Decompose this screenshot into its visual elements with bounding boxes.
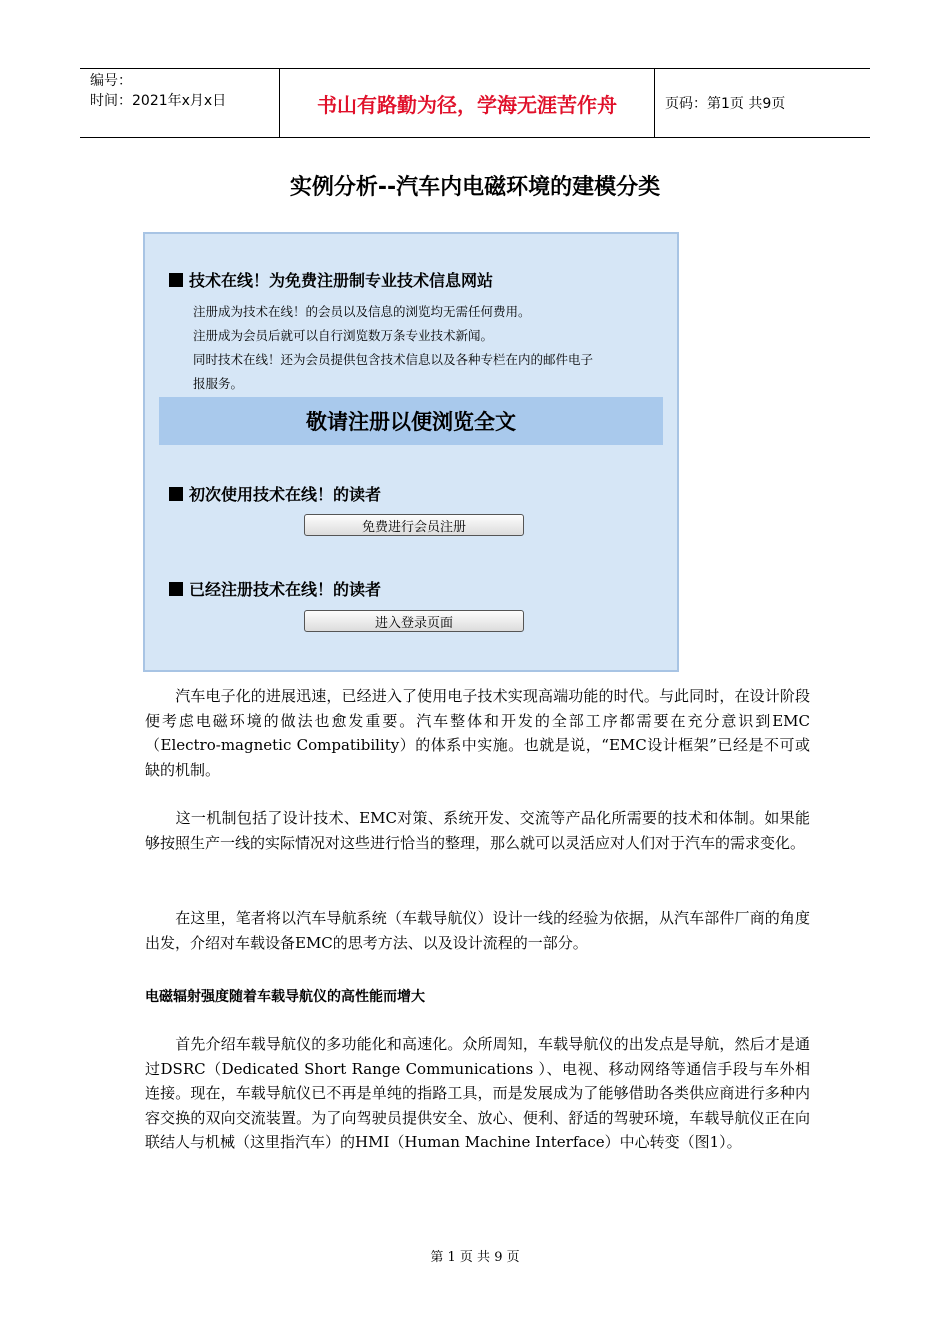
promo-heading-1 <box>169 268 493 291</box>
bullet-square-icon <box>169 487 183 501</box>
promo-line-4: 报服务。 <box>193 376 244 391</box>
page-footer: 第 1 页 共 9 页 <box>430 1250 520 1265</box>
promo-line-1: 注册成为技术在线！的会员以及信息的浏览均无需任何费用。 <box>193 304 531 319</box>
section-subheading: 电磁辐射强度随着车载导航仪的高性能而增大 <box>145 989 425 1005</box>
registration-promo <box>143 232 679 672</box>
header-page-info: 页码：第1页 共9页 <box>665 96 786 112</box>
promo-heading-3-text: 已经注册技术在线！的读者 <box>189 580 382 599</box>
document-title: 实例分析--汽车内电磁环境的建模分类 <box>289 175 661 200</box>
bullet-square-icon <box>169 273 183 287</box>
header-table <box>80 68 870 138</box>
promo-heading-2-text: 初次使用技术在线！的读者 <box>189 485 382 504</box>
paragraph-1: 汽车电子化的进展迅速，已经进入了使用电子技术实现高端功能的时代。与此同时，在设计阶段便考虑电磁环境的做法也愈发重要。汽车整体和开发的全部工序都需要在充分意识到EMC（Electro-magnetic Compatibility）的体系中实施。也就是说，“EMC设计框架”已经是不可或缺的机制。 <box>145 687 810 779</box>
number-label: 编号： <box>90 73 132 89</box>
bullet-square-icon <box>169 582 183 596</box>
paragraph-3: 在这里，笔者将以汽车导航系统（车载导航仪）设计一线的经验为依据，从汽车部件厂商的角度出发，介绍对车载设备EMC的思考方法、以及设计流程的一部分。 <box>145 909 810 952</box>
paragraph-2: 这一机制包括了设计技术、EMC对策、系统开发、交流等产品化所需要的技术和体制。如果能够按照生产一线的实际情况对这些进行恰当的整理，那么就可以灵活应对人们对于汽车的需求变化。 <box>145 809 810 852</box>
promo-line-3: 同时技术在线！还为会员提供包含技术信息以及各种专栏在内的邮件电子 <box>193 352 594 367</box>
promo-heading-3 <box>169 577 381 600</box>
paragraph-4: 首先介绍车载导航仪的多功能化和高速化。众所周知，车载导航仪的出发点是导航，然后才是通过DSRC（Dedicated Short Range Communications ）、电视、移动网络等通信手段与车外相连接。现在，车载导航仪已不再是单纯的指路工具，而是发展成为了能够借助各类供应商进行多种内容交换的双向交流装置。为了向驾驶员提供安全、放心、便利、舒适的驾驶环境，车载导航仪正在向联结人与机械（这里指汽车）的HMI（Human Machine Interface）中心转变（图1）。 <box>145 1035 810 1151</box>
login-button[interactable]: 进入登录页面 <box>304 610 524 632</box>
promo-heading-2 <box>169 482 381 505</box>
promo-heading-1-text: 技术在线！为免费注册制专业技术信息网站 <box>189 271 494 290</box>
time-label: 时间：2021年x月x日 <box>90 93 227 109</box>
register-button[interactable]: 免费进行会员注册 <box>304 514 524 536</box>
promo-line-2: 注册成为会员后就可以自行浏览数万条专业技术新闻。 <box>193 328 494 343</box>
header-meta <box>80 69 280 137</box>
header-motto: 书山有路勤为径，学海无涯苦作舟 <box>280 69 655 137</box>
promo-banner: 敬请注册以便浏览全文 <box>159 397 663 445</box>
